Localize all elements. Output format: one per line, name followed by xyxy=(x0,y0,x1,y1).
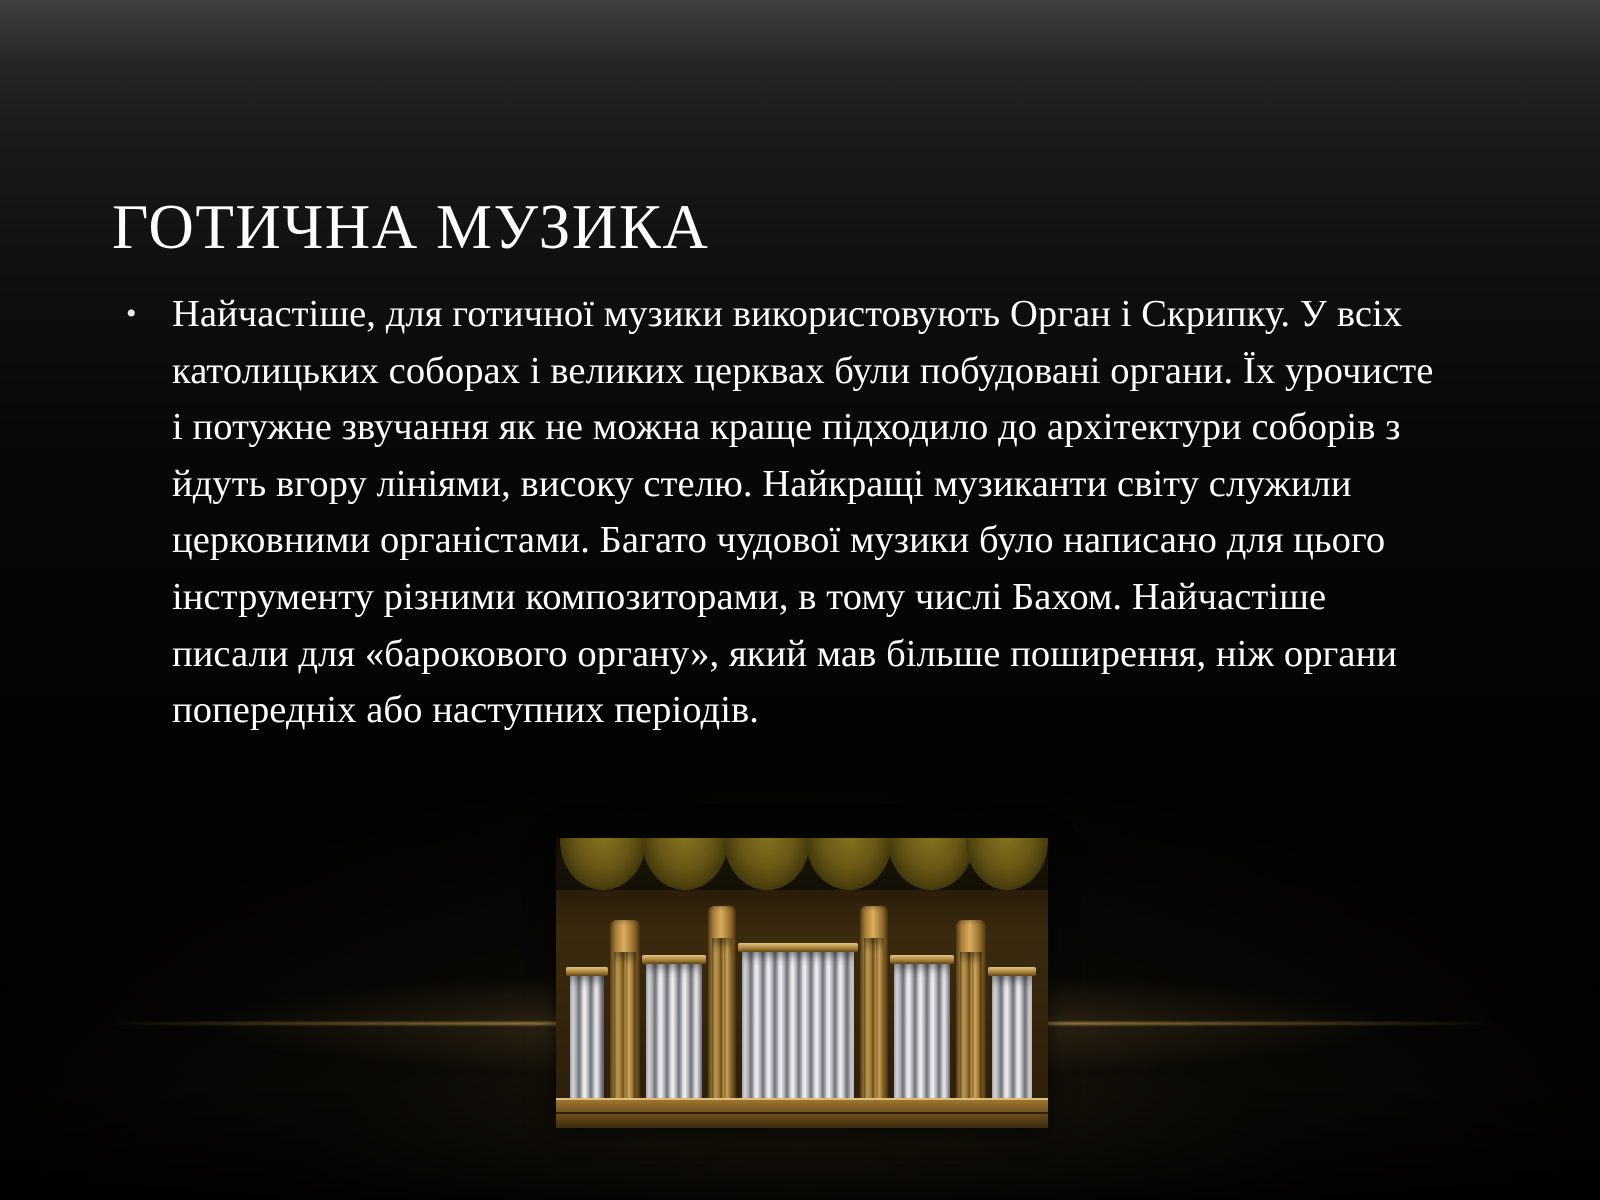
organ-base xyxy=(556,1098,1048,1128)
organ-cornice xyxy=(738,943,858,952)
bullet-marker: • xyxy=(126,297,137,330)
pipe-organ-photo xyxy=(556,838,1048,1128)
organ-pipe-group xyxy=(614,952,636,1102)
organ-cornice xyxy=(988,967,1036,976)
organ-cornice xyxy=(642,955,706,964)
organ-pipe-group xyxy=(646,962,702,1102)
organ-case xyxy=(556,890,1048,1128)
organ-pipe-group xyxy=(992,974,1032,1102)
organ-pipe-group xyxy=(894,962,950,1102)
organ-pipe-group xyxy=(570,974,604,1102)
organ-pipe-group xyxy=(712,938,732,1102)
organ-pipe-group xyxy=(960,952,982,1102)
bullet-text: Найчастіше, для готичної музики використовують Орган і Скрипку. У всіх католицьких соборах і великих церквах були побудовані органи. Їх урочисте і потужне звучання як не можна краще підходило до архітектури соборів з йдуть вгору лініями, високу стелю. Найкращі музиканти світу служили церковними органістами. Багато чудової музики було написано для цього інструменту різними композиторами, в тому числі Бахом. Найчастіше писали для «барокового органу», який мав більше поширення, ніж органи попередніх або наступних періодів. xyxy=(172,293,1434,732)
organ-pipe-group-central xyxy=(742,950,854,1102)
slide-title: ГОТИЧНА МУЗИКА xyxy=(112,192,710,263)
organ-cornice xyxy=(566,967,608,976)
organ-pipe-group xyxy=(864,938,884,1102)
slide-body xyxy=(118,286,1438,739)
bullet-item xyxy=(118,286,1438,739)
organ-cornice xyxy=(890,955,954,964)
